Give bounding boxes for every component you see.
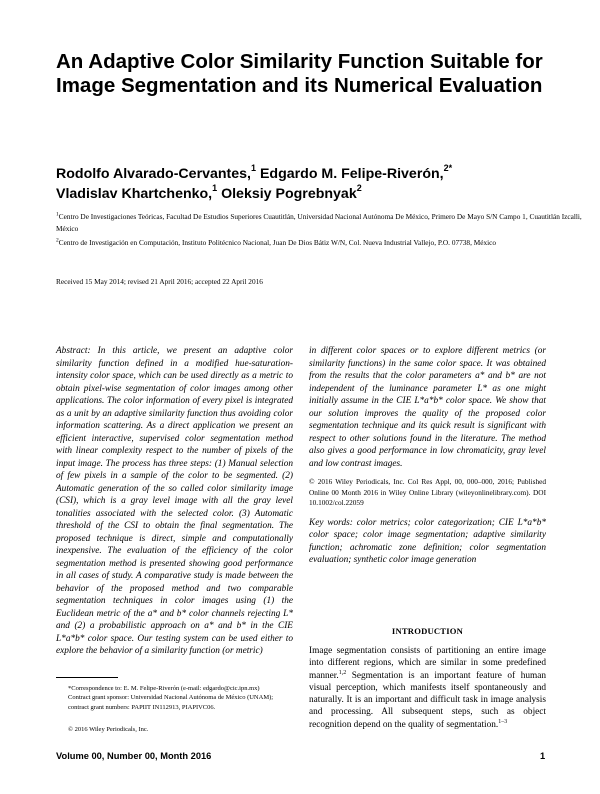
submission-dates: Received 15 May 2014; revised 21 April 2016; accepted 22 April 2016 <box>56 277 263 286</box>
intro-text: Segmentation is an important feature of human visual perception, which manifests itself spontaneously and naturally. It is an important and difficult task in image analysis and processing. All subsequent steps, such as object recognition depend on the quality of segmentation. <box>309 670 546 730</box>
footnote <box>56 684 293 712</box>
grant-sponsor-note: Contract grant sponsor: Universidad Nacional Autónoma de México (UNAM); contract grant numbers: PAPIIT IN112913, PIAPIVC06. <box>68 694 274 711</box>
citation-mark: 1–3 <box>498 718 508 725</box>
right-column <box>309 345 546 567</box>
author-affiliation-mark: 2 <box>356 183 362 194</box>
introduction-paragraph <box>309 645 546 731</box>
page-number: 1 <box>540 751 546 761</box>
affiliation-1 <box>56 211 586 234</box>
keywords: Key words: color metrics; color categorization; CIE L*a*b* color space; color image segmentation; adaptive similarity function; achromatic zone definition; color segmentation evaluation; synthetic color image generation <box>309 517 546 565</box>
affiliation-mark: 2 <box>56 237 59 244</box>
author-line-2 <box>56 184 586 204</box>
affiliation-mark: 1 <box>56 211 59 218</box>
author-line-1 <box>56 164 586 184</box>
article-title: An Adaptive Color Similarity Function Suitable for Image Segmentation and its Numerical Evaluation <box>56 50 543 97</box>
author-affiliation-mark: 1 <box>212 183 218 194</box>
author-list <box>56 164 586 204</box>
abstract: Abstract: In this article, we present an adaptive color similarity function defined in a modified hue-saturation-intensity color space, which can be used directly as a metric to obtain pixel-wise segmentation of color images among other applications. The color information of every pixel is integrated as a unit by an adaptive similarity function thus avoiding color information scattering. As a direct application we present an efficient interactive, supervised color segmentation method with linear complexity respect to the number of pixels of the input image. The process has three steps: (1) Manual selection of few pixels in a sample of the color to be segmented. (2) Automatic generation of the so called color similarity image (CSI), which is a gray level image with all the gray level tonalities associated with the selected color. (3) Automatic threshold of the CSI to obtain the final segmentation. The proposed technique is direct, simple and computationally inexpensive. The evaluation of the efficiency of the color segmentation method is presented showing good performance in all cases of study. A comparative study is made between the behavior of the proposed method and two comparable segmentation techniques in color images using (1) the Euclidean metric of the a* and b* color channels rejecting L* and (2) a probabilistic approach on a* and b* in the CIE L*a*b* color space. Our testing system can be used either to explore the behavior of a similarity function (or metric) <box>56 346 293 656</box>
affiliation-2 <box>56 237 586 249</box>
abstract-continuation: in different color spaces or to explore different metrics (or similarity functions) in the same color space. It was obtained from the results that the color parameters a* and b* are not independent of the luminance parameter L* as one might initially assume in the CIE L*a*b* color space. We show that our solution improves the quality of the proposed color segmentation technique and its quick result is significant with respect to other solutions found in the literature. The method also gives a good performance in low chromaticity, gray level and low contrast images. <box>309 346 546 469</box>
author-affiliation-mark: 2* <box>443 163 453 174</box>
author-name: Oleksiy Pogrebnyak <box>217 186 357 202</box>
footnote-copyright: © 2016 Wiley Periodicals, Inc. <box>68 726 149 733</box>
section-heading-introduction: INTRODUCTION <box>391 626 464 636</box>
author-affiliation-mark: 1 <box>250 163 256 174</box>
correspondence-note: *Correspondence to: E. M. Felipe-Riverón (e-mail: edgardo@cic.ipn.mx) <box>68 685 260 692</box>
intro-text: Image segmentation consists of partitioning an entire image into different regions, which are similar in some predefined manner. <box>309 646 546 681</box>
author-name: Vladislav Khartchenko, <box>56 186 213 202</box>
journal-issue-footer: Volume 00, Number 00, Month 2016 <box>56 751 212 761</box>
footnote-divider <box>56 677 118 678</box>
author-name: Rodolfo Alvarado-Cervantes, <box>56 166 251 182</box>
citation-mark: 1,2 <box>338 669 347 676</box>
copyright-notice: © 2016 Wiley Periodicals, Inc. Col Res Appl, 00, 000–000, 2016; Published Online 00 Month 2016 in Wiley Online Library (wileyonlinelibrary.com). DOI 10.1002/col.22059 <box>309 477 546 507</box>
affiliation-text: Centro de Investigación en Computación, Instituto Politécnico Nacional, Juan De Dios Bátiz W/N, Col. Nueva Industrial Vallejo, P.O. 07738, México <box>58 238 497 247</box>
affiliation-text: Centro De Investigaciones Teóricas, Facultad De Estudios Superiores Cuautitlán, Universidad Nacional Autónoma De México, Primero De Mayo S/N Campo 1, Cuautitlán Izcalli, México <box>56 212 582 233</box>
author-name: Edgardo M. Felipe-Riverón, <box>256 166 444 182</box>
